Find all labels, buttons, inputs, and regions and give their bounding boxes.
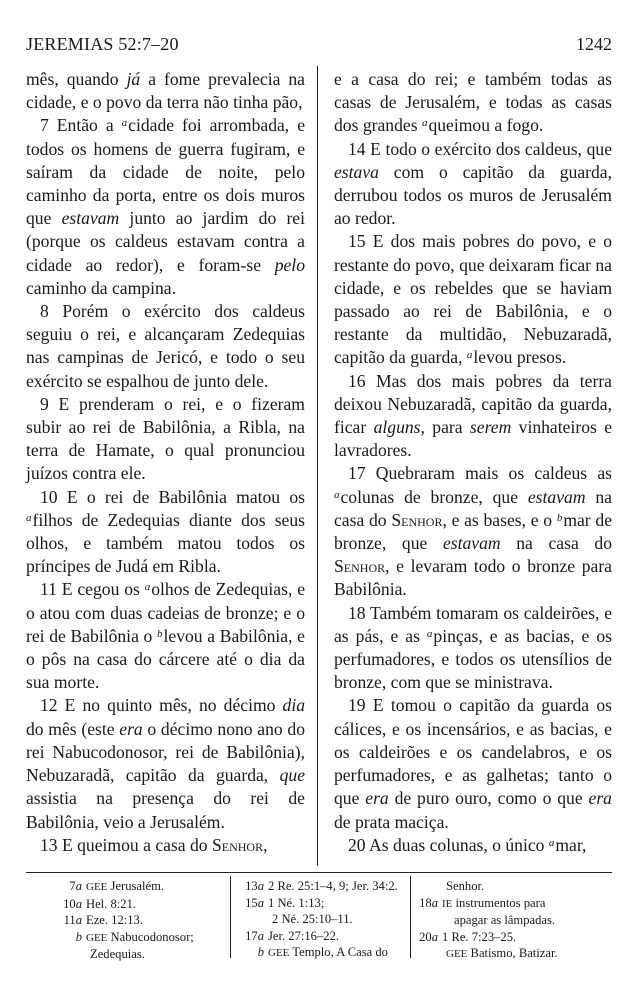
page-number: 1242 (576, 34, 612, 54)
footnote-text: GEE Jerusalém. (86, 879, 165, 893)
footnote-ref: 18a (419, 895, 438, 910)
footnotes-column-1 (56, 878, 226, 963)
verse-paragraph: 20 As duas colunas, o único $^a$mar, (348, 834, 587, 855)
footnote-line (238, 878, 410, 895)
verse-paragraph: mês, quando já a fome prevalecia na cidade, e o povo da terra não tinha pão, (26, 69, 305, 113)
footnote-text: 2 Re. 25:1–4, 9; Jer. 34:2. (268, 879, 398, 893)
verse-paragraph: 14 E todo o exército dos caldeus, que estava com o capitão da guarda, derrubou todos os muros de Jerusalém ao redor. (334, 138, 612, 229)
footnote-text: Senhor. (446, 879, 485, 893)
footnote-line (238, 944, 410, 962)
footnote-line (238, 895, 410, 912)
verse-paragraph: 13 E queimou a casa do Senhor, (40, 834, 268, 855)
footnote-text: 1 Né. 1:13; (268, 895, 325, 910)
footnote-ref: b (257, 945, 264, 960)
verse-paragraph: 15 E dos mais pobres do povo, e o restante do povo, que deixaram ficar na cidade, e os rebeldes que se haviam passado ao rei de Babilônia, e o restante da multidão, Nebuzaradã, capitão da guarda, $^a$levou presos. (334, 231, 612, 368)
verse-paragraph: e a casa do rei; e também todas as casas de Jerusalém, e todas as casas dos grandes $^a$queimou a fogo. (334, 69, 612, 136)
text-column-right (334, 68, 612, 857)
footnote-text: GEE Templo, A Casa do (268, 945, 388, 960)
footnote-text: apagar as lâmpadas. (454, 913, 556, 928)
verse-paragraph: 9 E prenderam o rei, e o fizeram subir ao rei de Babilônia, a Ribla, na terra de Hamate, o qual pronunciou juízos contra ele. (26, 393, 305, 484)
chapter-range: JEREMIAS 52:7–20 (26, 34, 179, 54)
footnote-ref: 13a (245, 879, 264, 893)
footnote-line (56, 896, 226, 913)
footnote-line (56, 929, 226, 947)
footnote-rule (26, 872, 612, 873)
footnote-text: GEE Nabucodonosor; (86, 929, 194, 944)
footnote-line (238, 911, 410, 928)
footnote-ref: 15a (245, 895, 264, 910)
verse-paragraph: 10 E o rei de Babilônia matou os $^a$filhos de Zedequias diante dos seus olhos, e também matou todos os príncipes de Judá em Ribla. (26, 486, 305, 577)
footnote-text: Hel. 8:21. (86, 896, 137, 911)
verse-paragraph: 12 E no quinto mês, no décimo dia do mês (este era o décimo nono ano do rei Nabucodonosor, rei de Babilônia), Nebuzaradã, capitão da guarda, que assistia na presença do rei de Babilônia, veio a Jerusalém. (26, 695, 305, 832)
footnote-ref: 20a (419, 929, 438, 944)
footnote-divider (230, 876, 231, 958)
footnote-divider (410, 876, 411, 958)
verse-paragraph: 17 Quebraram mais os caldeus as $^a$colunas de bronze, que estavam na casa do Senhor, e as bases, e o $^b$mar de bronze, que estavam na casa do Senhor, e levaram todo o bronze para Babilônia. (334, 463, 612, 600)
verse-paragraph: 18 Também tomaram os caldeirões, e as pás, e as $^a$pinças, e as bacias, e os perfumadores, e todos os utensílios de bronze, com que se ministrava. (334, 602, 612, 693)
footnote-text: 2 Né. 25:10–11. (272, 912, 353, 927)
footnote-line (416, 895, 616, 913)
footnote-ref: 10a (63, 896, 82, 911)
column-divider (317, 66, 318, 866)
footnote-line (56, 878, 226, 896)
footnote-text: GEE Batismo, Batizar. (446, 946, 558, 961)
footnote-ref: 11a (63, 913, 82, 928)
footnote-text: IE instrumentos para (442, 895, 546, 910)
footnote-ref: 17a (245, 928, 264, 943)
text-column-left (26, 68, 305, 857)
footnote-text: Eze. 12:13. (86, 913, 144, 928)
footnote-text: 1 Re. 7:23–25. (442, 929, 517, 944)
footnote-line (56, 946, 226, 963)
running-header (26, 34, 612, 60)
footnote-line (416, 878, 616, 895)
verse-paragraph: 19 E tomou o capitão da guarda os cálices, e os incensários, e as bacias, e os caldeirões e os candelabros, e os perfumadores, e as galhetas; tanto o que era de puro ouro, como o que era de prata maciça. (334, 695, 612, 832)
verse-paragraph: 7 Então a $^a$cidade foi arrombada, e todos os homens de guerra fugiram, e saíram da cidade de noite, pelo caminho da porta, entre os dois muros que estavam junto ao jardim do rei (porque os caldeus estavam contra a cidade ao redor), e foram-se pelo caminho da campina. (26, 115, 306, 298)
footnote-ref: b (75, 929, 82, 944)
footnote-ref: 7a (69, 879, 82, 893)
footnote-line (416, 945, 616, 963)
verse-paragraph: 11 E cegou os $^a$olhos de Zedequias, e o atou com duas cadeias de bronze; e o rei de Babilônia o $^b$levou a Babilônia, e o pôs na casa do cárcere até o dia da sua morte. (26, 579, 306, 693)
footnote-line (238, 928, 410, 945)
footnote-text: Zedequias. (90, 947, 145, 962)
footnote-line (416, 929, 616, 946)
verse-paragraph: 16 Mas dos mais pobres da terra deixou Nebuzaradã, capitão da guarda, ficar alguns, para serem vinhateiros e lavradores. (334, 370, 613, 461)
footnote-text: Jer. 27:16–22. (268, 928, 340, 943)
footnote-line (416, 912, 616, 929)
footnotes-column-2 (238, 878, 410, 962)
footnotes-column-3 (416, 878, 616, 963)
footnote-line (56, 912, 226, 929)
verse-paragraph: 8 Porém o exército dos caldeus seguiu o rei, e alcançaram Zedequias nas campinas de Jericó, e todo o seu exército se espalhou de junto dele. (26, 301, 305, 391)
